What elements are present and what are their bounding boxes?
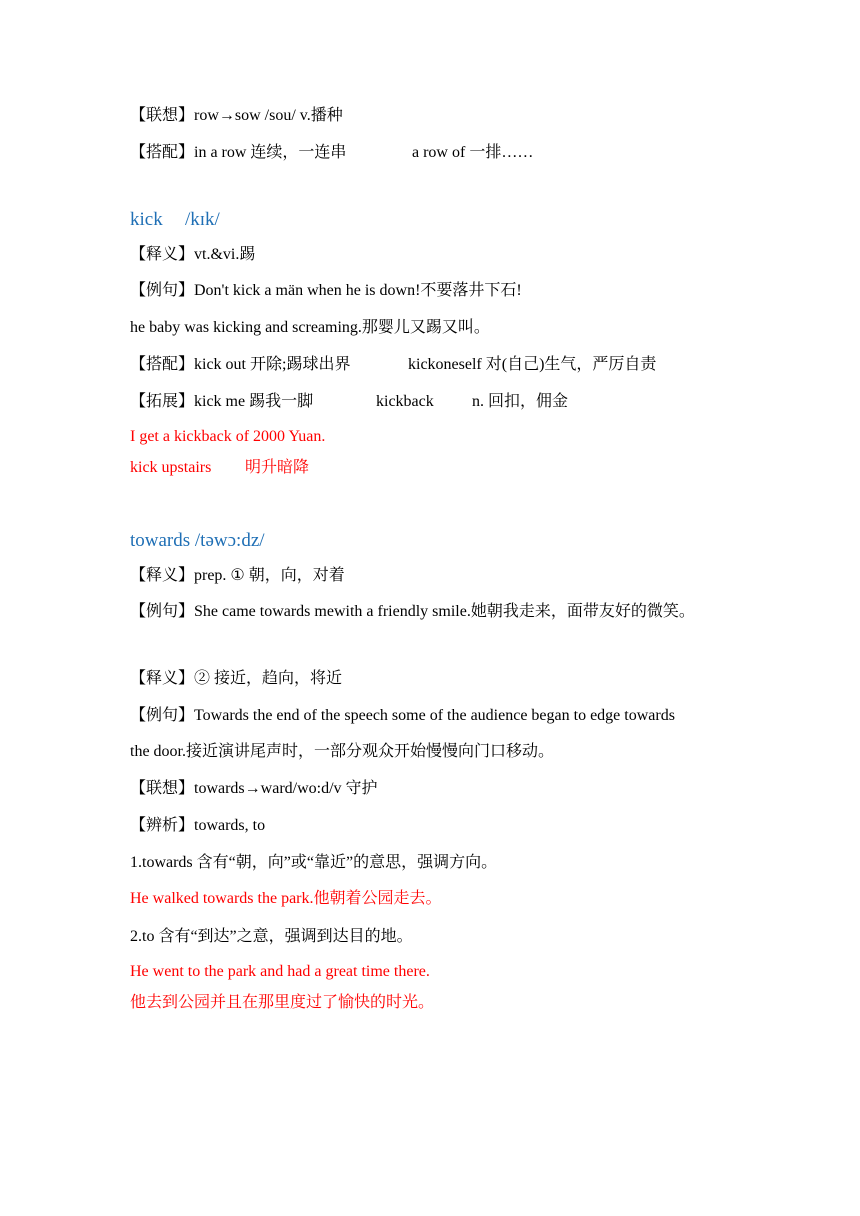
collocation-kick-out: 【搭配】kick out 开除;踢球出界 [130, 356, 351, 373]
extension-kickback: kickback [376, 393, 434, 410]
example-kick-2: he baby was kicking and screaming.那婴儿又踢又叫。 [130, 319, 490, 336]
headword-kick: kick [130, 209, 163, 230]
definition-towards-1: 【释义】prep. ① 朝，向，对着 [130, 567, 345, 584]
example-kick-1: 【例句】Don't kick a män when he is down!不要落井下石! [130, 282, 522, 299]
headword-towards: towards /təwɔ:dz/ [130, 530, 265, 551]
definition-towards-2: 【释义】② 接近，趋向，将近 [130, 670, 343, 687]
red-example-to: He went to the park and had a great time there. [130, 963, 430, 980]
collocation-a-row-of: a row of 一排…… [412, 144, 534, 161]
red-example-kick-upstairs: kick upstairs [130, 459, 212, 476]
distinction-point-2: 2.to 含有“到达”之意，强调到达目的地。 [130, 928, 413, 945]
phonetic-kick: /kɪk/ [185, 209, 220, 230]
red-example-kick-upstairs-meaning: 明升暗降 [245, 459, 310, 476]
association-row: 【联想】row→sow /sou/ v.播种 [130, 107, 343, 124]
collocation-kickoneself: kickoneself 对(自己)生气，严厉自责 [408, 356, 657, 373]
red-example-kickback: I get a kickback of 2000 Yuan. [130, 428, 326, 445]
red-example-to-translation: 他去到公园并且在那里度过了愉快的时光。 [130, 994, 435, 1011]
extension-kickback-meaning: n. 回扣，佣金 [472, 393, 569, 410]
red-example-towards: He walked towards the park.他朝着公园走去。 [130, 890, 442, 907]
distinction-point-1: 1.towards 含有“朝，向”或“靠近”的意思，强调方向。 [130, 854, 498, 871]
distinction-towards-to: 【辨析】towards, to [130, 817, 266, 834]
association-towards: 【联想】towards→ward/wo:d/v 守护 [130, 780, 378, 797]
example-towards-1: 【例句】She came towards mewith a friendly smile.她朝我走来，面带友好的微笑。 [130, 603, 695, 620]
definition-kick: 【释义】vt.&vi.踢 [130, 246, 256, 263]
extension-kick-me: 【拓展】kick me 踢我一脚 [130, 393, 314, 410]
example-towards-2-cont: the door.接近演讲尾声时，一部分观众开始慢慢向门口移动。 [130, 743, 554, 760]
collocation-in-a-row: 【搭配】in a row 连续，一连串 [130, 144, 347, 161]
example-towards-2: 【例句】Towards the end of the speech some of the audience began to edge towards [130, 707, 675, 724]
